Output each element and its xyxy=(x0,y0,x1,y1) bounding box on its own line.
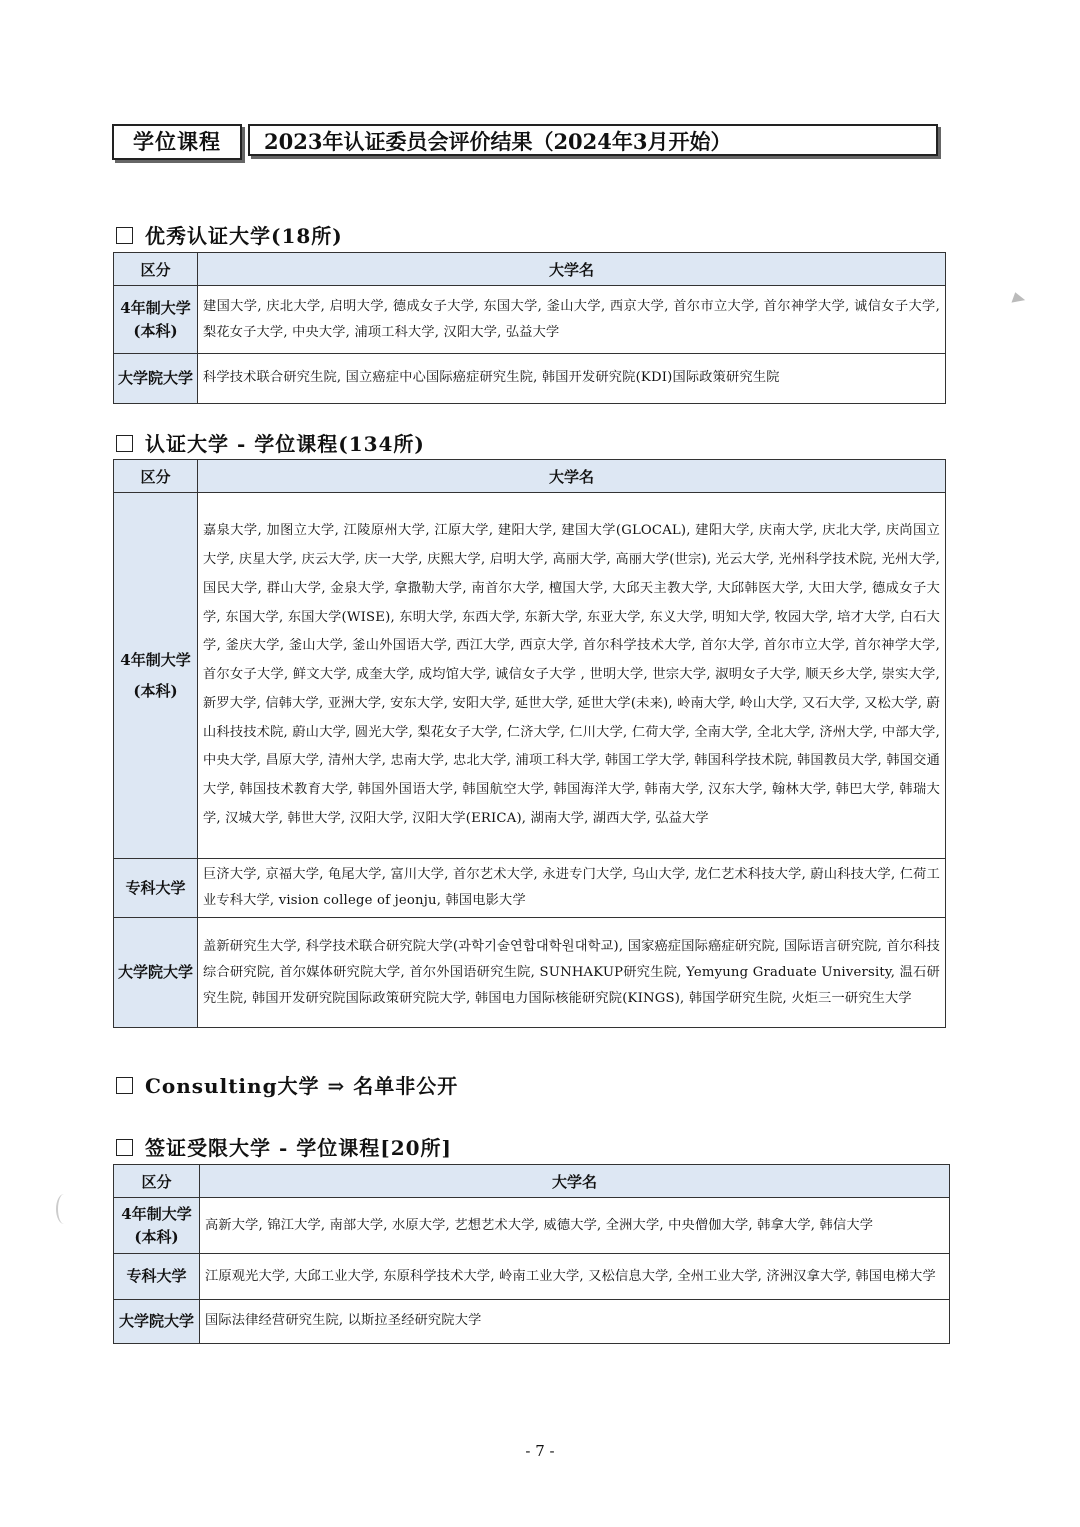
section-title-text: 认证大学 - 学位课程(134所) xyxy=(145,432,425,456)
section-title-consulting xyxy=(116,1070,458,1099)
column-header-names: 大学名 xyxy=(198,460,946,493)
row-names: 建国大学, 庆北大学, 启明大学, 德成女子大学, 东国大学, 釜山大学, 西京大学, 首尔市立大学, 首尔神学大学, 诚信女子大学, 梨花女子大学, 中央大学, 浦项工科大学, 汉阳大学, 弘益大学 xyxy=(198,286,946,354)
header-title: 2023年认证委员会评价结果（2024年3月开始） xyxy=(248,124,938,156)
row-names: 江原观光大学, 大邱工业大学, 东原科学技术大学, 岭南工业大学, 又松信息大学, 全州工业大学, 济洲汉拿大学, 韩国电梯大学 xyxy=(200,1254,950,1300)
certified-table xyxy=(113,459,946,1028)
checkbox-icon xyxy=(116,435,133,452)
section-title-text: Consulting大学 ⇒ 名单非公开 xyxy=(145,1074,459,1098)
table-header-row xyxy=(114,1165,950,1198)
table-row xyxy=(114,1198,950,1254)
row-names: 盖新研究生大学, 科学技术联合研究院大学(과학기술연합대학원대학교), 国家癌症国际癌症研究院, 国际语言研究院, 首尔科技综合研究院, 首尔媒体研究院大学, 首尔外国语研究生院, SUNHAKUP研究生院, Yemyung Graduate University, 温石研究生院, 韩国开发研究院国际政策研究院大学, 韩国电力国际核能研究院(KINGS), 韩国学研究生院, 火炬三一研究生大学 xyxy=(198,918,946,1028)
section-title-excellent xyxy=(116,220,343,249)
table-row xyxy=(114,1254,950,1300)
table-row xyxy=(114,493,946,859)
header-label: 学位课程 xyxy=(112,124,242,160)
table-row xyxy=(114,286,946,354)
row-category: 4年制大学(本科) xyxy=(114,286,198,354)
row-category: 4年制大学(本科) xyxy=(114,1198,200,1254)
column-header-category: 区分 xyxy=(114,253,198,286)
row-names: 国际法律经营研究生院, 以斯拉圣经研究院大学 xyxy=(200,1300,950,1344)
row-category: 大学院大学 xyxy=(114,1300,200,1344)
row-category: 专科大学 xyxy=(114,859,198,918)
row-category: 专科大学 xyxy=(114,1254,200,1300)
page-number: - 7 - xyxy=(525,1442,555,1460)
column-header-category: 区分 xyxy=(114,1165,200,1198)
column-header-names: 大学名 xyxy=(200,1165,950,1198)
table-row xyxy=(114,859,946,918)
row-names: 高新大学, 锦江大学, 南部大学, 水原大学, 艺想艺术大学, 威德大学, 全洲大学, 中央僧伽大学, 韩拿大学, 韩信大学 xyxy=(200,1198,950,1254)
row-names: 巨济大学, 京福大学, 龟尾大学, 富川大学, 首尔艺术大学, 永进专门大学, 乌山大学, 龙仁艺术科技大学, 蔚山科技大学, 仁荷工业专科大学, vision college of jeonju, 韩国电影大学 xyxy=(198,859,946,918)
checkbox-icon xyxy=(116,227,133,244)
row-names: 嘉泉大学, 加图立大学, 江陵原州大学, 江原大学, 建阳大学, 建国大学(GLOCAL), 建阳大学, 庆南大学, 庆北大学, 庆尚国立大学, 庆星大学, 庆云大学, 庆一大学, 庆熙大学, 启明大学, 高丽大学, 高丽大学(世宗), 光云大学, 光州科学技术院, 光州大学, 国民大学, 群山大学, 金泉大学, 拿撒勒大学, 南首尔大学, 檀国大学, 大邱天主教大学, 大邱韩医大学, 大田大学, 德成女子大学, 东国大学, 东国大学(WISE), 东明大学, 东西大学, 东新大学, 东亚大学, 东义大学, 明知大学, 牧园大学, 培才大学, 白石大学, 釜庆大学, 釜山大学, 釜山外国语大学, 西江大学, 西京大学, 首尔科学技术大学, 首尔大学, 首尔市立大学, 首尔神学大学, 首尔女子大学, 鲜文大学, 成奎大学, 成均馆大学, 诚信女子大学 , 世明大学, 世宗大学, 淑明女子大学, 顺天乡大学, 崇实大学, 新罗大学, 信韩大学, 亚洲大学, 安东大学, 安阳大学, 延世大学, 延世大学(未来), 岭南大学, 岭山大学, 又石大学, 又松大学, 蔚山科技技术院, 蔚山大学, 圆光大学, 梨花女子大学, 仁济大学, 仁川大学, 仁荷大学, 全南大学, 全北大学, 济州大学, 中部大学, 中央大学, 昌原大学, 清州大学, 忠南大学, 忠北大学, 浦项工科大学, 韩国工学大学, 韩国科学技术院, 韩国教员大学, 韩国交通大学, 韩国技术教育大学, 韩国外国语大学, 韩国航空大学, 韩国海洋大学, 韩南大学, 汉东大学, 翰林大学, 韩巴大学, 韩瑞大学, 汉城大学, 韩世大学, 汉阳大学, 汉阳大学(ERICA), 湖南大学, 湖西大学, 弘益大学 xyxy=(198,493,946,859)
column-header-names: 大学名 xyxy=(198,253,946,286)
row-category: 4年制大学(本科) xyxy=(114,493,198,859)
excellent-table xyxy=(113,252,946,404)
row-category: 大学院大学 xyxy=(114,354,198,404)
column-header-category: 区分 xyxy=(114,460,198,493)
scan-mark-icon xyxy=(1011,292,1026,306)
table-row xyxy=(114,354,946,404)
section-title-text: 优秀认证大学(18所) xyxy=(145,224,343,248)
visa-table xyxy=(113,1164,950,1344)
table-header-row xyxy=(114,460,946,493)
scan-mark-icon xyxy=(56,1194,72,1224)
section-title-certified xyxy=(116,428,425,457)
table-row xyxy=(114,918,946,1028)
row-names: 科学技术联合研究生院, 国立癌症中心国际癌症研究生院, 韩国开发研究院(KDI)国际政策研究生院 xyxy=(198,354,946,404)
checkbox-icon xyxy=(116,1077,133,1094)
table-row xyxy=(114,1300,950,1344)
row-category: 大学院大学 xyxy=(114,918,198,1028)
section-title-visa xyxy=(116,1132,452,1161)
checkbox-icon xyxy=(116,1139,133,1156)
section-title-text: 签证受限大学 - 学位课程[20所] xyxy=(145,1136,452,1160)
page-header xyxy=(112,124,938,160)
table-header-row xyxy=(114,253,946,286)
